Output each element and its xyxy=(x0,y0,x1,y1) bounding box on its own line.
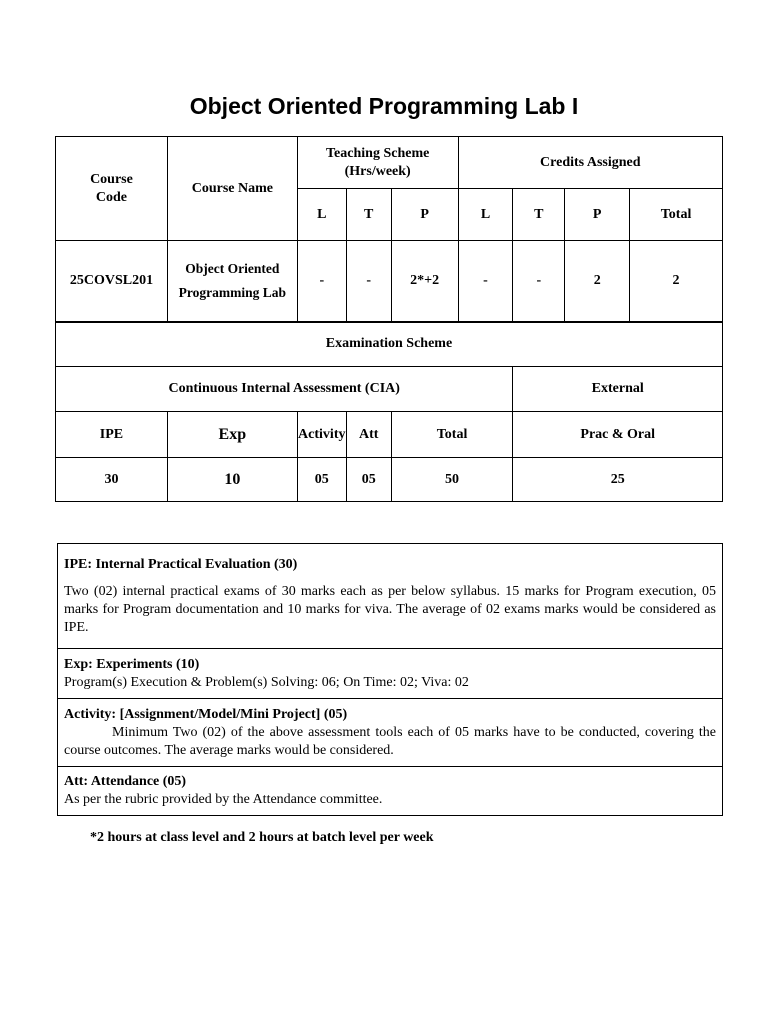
credit-t-value: - xyxy=(513,241,565,322)
prac-oral-value: 25 xyxy=(513,458,723,502)
credit-l-header: L xyxy=(458,189,513,241)
exp-header: Exp xyxy=(167,412,297,458)
ipe-value: 30 xyxy=(56,458,168,502)
teaching-p-header: P xyxy=(391,189,458,241)
examination-scheme-label: Examination Scheme xyxy=(56,322,723,367)
teaching-scheme-header: Teaching Scheme (Hrs/week) xyxy=(297,137,458,189)
exp-description xyxy=(58,649,723,699)
teaching-t-value: - xyxy=(346,241,391,322)
course-code-value: 25COVSL201 xyxy=(56,241,168,322)
activity-header: Activity xyxy=(297,412,346,458)
page-title: Object Oriented Programming Lab I xyxy=(189,93,579,119)
credit-p-value: 2 xyxy=(565,241,630,322)
credit-total-header: Total xyxy=(630,189,723,241)
course-name-header: Course Name xyxy=(167,137,297,241)
exp-description-heading: Exp: Experiments (10) xyxy=(64,656,200,672)
activity-description-heading: Activity: [Assignment/Model/Mini Project] (05) xyxy=(64,706,348,722)
credits-assigned-header: Credits Assigned xyxy=(458,137,722,189)
credit-total-value: 2 xyxy=(630,241,723,322)
footnote: *2 hours at class level and 2 hours at batch level per week xyxy=(90,830,434,845)
cia-label: Continuous Internal Assessment (CIA) xyxy=(56,367,513,412)
activity-value: 05 xyxy=(297,458,346,502)
att-value: 05 xyxy=(346,458,391,502)
external-label: External xyxy=(513,367,723,412)
course-name-value: Object Oriented Programming Lab xyxy=(167,241,297,322)
assessment-description-table xyxy=(57,543,723,816)
credit-p-header: P xyxy=(565,189,630,241)
exp-description-text: Program(s) Execution & Problem(s) Solving: 06; On Time: 02; Viva: 02 xyxy=(64,674,469,690)
credit-t-header: T xyxy=(513,189,565,241)
att-description-heading: Att: Attendance (05) xyxy=(64,774,187,789)
course-code-header: Course Code xyxy=(56,137,168,241)
ipe-header: IPE xyxy=(56,412,168,458)
teaching-l-value: - xyxy=(297,241,346,322)
att-description-text: As per the rubric provided by the Attendance committee. xyxy=(64,792,383,807)
ipe-description-heading: IPE: Internal Practical Evaluation (30) xyxy=(64,556,298,572)
prac-oral-header: Prac & Oral xyxy=(513,412,723,458)
activity-description-text: Minimum Two (02) of the above assessment tools each of 05 marks have to be conducted, covering the course outcomes. The average marks would be considered. xyxy=(64,724,716,758)
exp-value: 10 xyxy=(167,458,297,502)
att-header: Att xyxy=(346,412,391,458)
credit-l-value: - xyxy=(458,241,513,322)
course-scheme-table xyxy=(55,136,723,502)
teaching-t-header: T xyxy=(346,189,391,241)
teaching-p-value: 2*+2 xyxy=(391,241,458,322)
ipe-description xyxy=(58,544,723,649)
teaching-l-header: L xyxy=(297,189,346,241)
att-description xyxy=(58,767,723,816)
total-value: 50 xyxy=(391,458,513,502)
total-header: Total xyxy=(391,412,513,458)
ipe-description-text: Two (02) internal practical exams of 30 marks each as per below syllabus. 15 marks for Program execution, 05 marks for Program documentation and 10 marks for viva. The average of 02 exams marks would be considered as IPE. xyxy=(64,583,716,635)
activity-description xyxy=(58,699,723,767)
